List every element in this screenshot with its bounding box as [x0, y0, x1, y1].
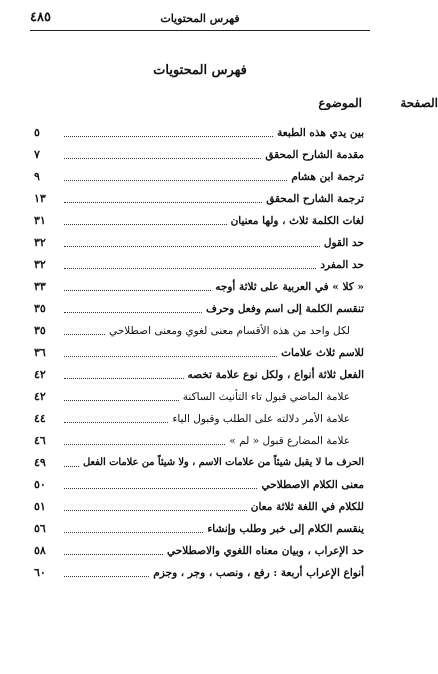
toc-entry: [34, 360, 364, 382]
toc-entry: [34, 228, 364, 250]
toc-entry-page: ٥٦: [34, 522, 46, 535]
dot-leader: [64, 246, 320, 247]
toc-entry: [34, 294, 364, 316]
toc-entry-page: ٤٢: [34, 368, 46, 381]
toc-entry: [34, 470, 364, 492]
toc-entry-title: ينقسم الكلام إلى خبر وطلب وإنشاء: [207, 523, 364, 535]
toc-entry: [34, 184, 364, 206]
toc-entry: [34, 536, 364, 558]
toc-entry: [34, 448, 364, 470]
toc-entry-title: للكلام في اللغة ثلاثة معان: [250, 501, 364, 513]
toc-entry-page: ٣٥: [34, 324, 46, 337]
toc-entry-page: ٣٣: [34, 280, 46, 293]
toc-entry: [34, 118, 364, 140]
toc-entry-page: ٤٦: [34, 434, 46, 447]
toc-entry-title: حد القول: [323, 237, 364, 249]
dot-leader: [64, 268, 316, 269]
toc-entry-title: الحرف ما لا يقبل شيئاً من علامات الاسم ، ولا شيئاً من علامات الفعل: [82, 457, 364, 468]
dot-leader: [64, 378, 184, 379]
toc-entry-title: حد المفرد: [320, 259, 364, 271]
topic-column-heading: الموضوع: [318, 96, 362, 110]
toc-entry-title: ترجمة الشارح المحقق: [266, 193, 364, 205]
toc-entry-title: أنواع الإعراب أربعة : رفع ، ونصب ، وجر ، وجزم: [153, 567, 364, 579]
toc-entry: [34, 140, 364, 162]
toc-entry: [34, 492, 364, 514]
dot-leader: [64, 576, 149, 577]
toc-entry-page: ٦٠: [34, 566, 46, 579]
toc-entry-page: ٣٦: [34, 346, 46, 359]
dot-leader: [64, 400, 179, 401]
toc-entry-page: ٣١: [34, 214, 46, 227]
toc-entry-page: ١٣: [34, 192, 46, 205]
dot-leader: [64, 444, 225, 445]
toc-entry: [34, 162, 364, 184]
toc-list: [34, 118, 364, 580]
dot-leader: [64, 554, 163, 555]
toc-entry-title: مقدمة الشارح المحقق: [265, 149, 364, 161]
toc-entry-page: ٥٨: [34, 544, 46, 557]
page-number: ٤٨٥: [30, 10, 51, 25]
toc-entry-title: علامة المضارع قبول « لم »: [229, 435, 350, 447]
dot-leader: [64, 532, 203, 533]
dot-leader: [64, 422, 168, 423]
dot-leader: [64, 180, 287, 181]
toc-entry-page: ٣٢: [34, 258, 46, 271]
toc-entry-page: ٥٠: [34, 478, 46, 491]
dot-leader: [64, 356, 277, 357]
toc-entry-title: ترجمة ابن هشام: [291, 171, 364, 183]
toc-entry: [34, 206, 364, 228]
toc-entry-title: حد الإعراب ، وبيان معناه اللغوي والاصطلاحي: [166, 545, 364, 557]
dot-leader: [64, 466, 79, 467]
toc-entry: [34, 272, 364, 294]
toc-entry-title: لغات الكلمة ثلاث ، ولها معنيان: [230, 215, 364, 227]
toc-entry: [34, 558, 364, 580]
toc-entry: [34, 404, 364, 426]
running-title: فهرس المحتويات: [160, 12, 240, 25]
toc-entry-title: معنى الكلام الاصطلاحي: [261, 479, 364, 491]
toc-entry-title: علامة الماضي قبول تاء التأنيث الساكنة: [182, 391, 350, 403]
page-column-heading: الصفحة: [400, 96, 438, 110]
toc-entry: [34, 338, 364, 360]
toc-entry-page: ٥١: [34, 500, 46, 513]
toc-entry: [34, 382, 364, 404]
toc-entry-title: « كلا » في العربية على ثلاثة أوجه: [215, 281, 364, 293]
toc-entry-page: ٤٩: [34, 456, 46, 469]
toc-entry-title: تنقسم الكلمة إلى اسم وفعل وحرف: [205, 303, 364, 315]
dot-leader: [64, 202, 262, 203]
toc-entry: [34, 316, 364, 338]
dot-leader: [64, 510, 247, 511]
dot-leader: [64, 136, 273, 137]
dot-leader: [64, 334, 105, 335]
dot-leader: [64, 290, 211, 291]
toc-entry: [34, 250, 364, 272]
toc-entry-title: لكل واحد من هذه الأقسام معنى لغوي ومعنى اصطلاحي: [109, 325, 350, 337]
dot-leader: [64, 224, 227, 225]
toc-entry-page: ٤٤: [34, 412, 46, 425]
toc-entry-page: ٥: [34, 126, 40, 139]
toc-title: فهرس المحتويات: [153, 63, 247, 78]
toc-entry-page: ٩: [34, 170, 40, 183]
running-header: [30, 12, 370, 31]
toc-entry-page: ٣٥: [34, 302, 46, 315]
toc-entry-title: علامة الأمر دلالته على الطلب وقبول الياء: [172, 413, 350, 425]
toc-entry: [34, 426, 364, 448]
dot-leader: [64, 158, 261, 159]
toc-entry-page: ٤٢: [34, 390, 46, 403]
dot-leader: [64, 488, 257, 489]
toc-entry-page: ٣٢: [34, 236, 46, 249]
toc-entry: [34, 514, 364, 536]
toc-entry-title: بين يدي هذه الطبعة: [277, 127, 364, 139]
dot-leader: [64, 312, 202, 313]
toc-entry-title: الفعل ثلاثة أنواع ، ولكل نوع علامة تخصه: [187, 369, 364, 381]
toc-entry-page: ٧: [34, 148, 40, 161]
toc-entry-title: للاسم ثلاث علامات: [281, 347, 364, 359]
